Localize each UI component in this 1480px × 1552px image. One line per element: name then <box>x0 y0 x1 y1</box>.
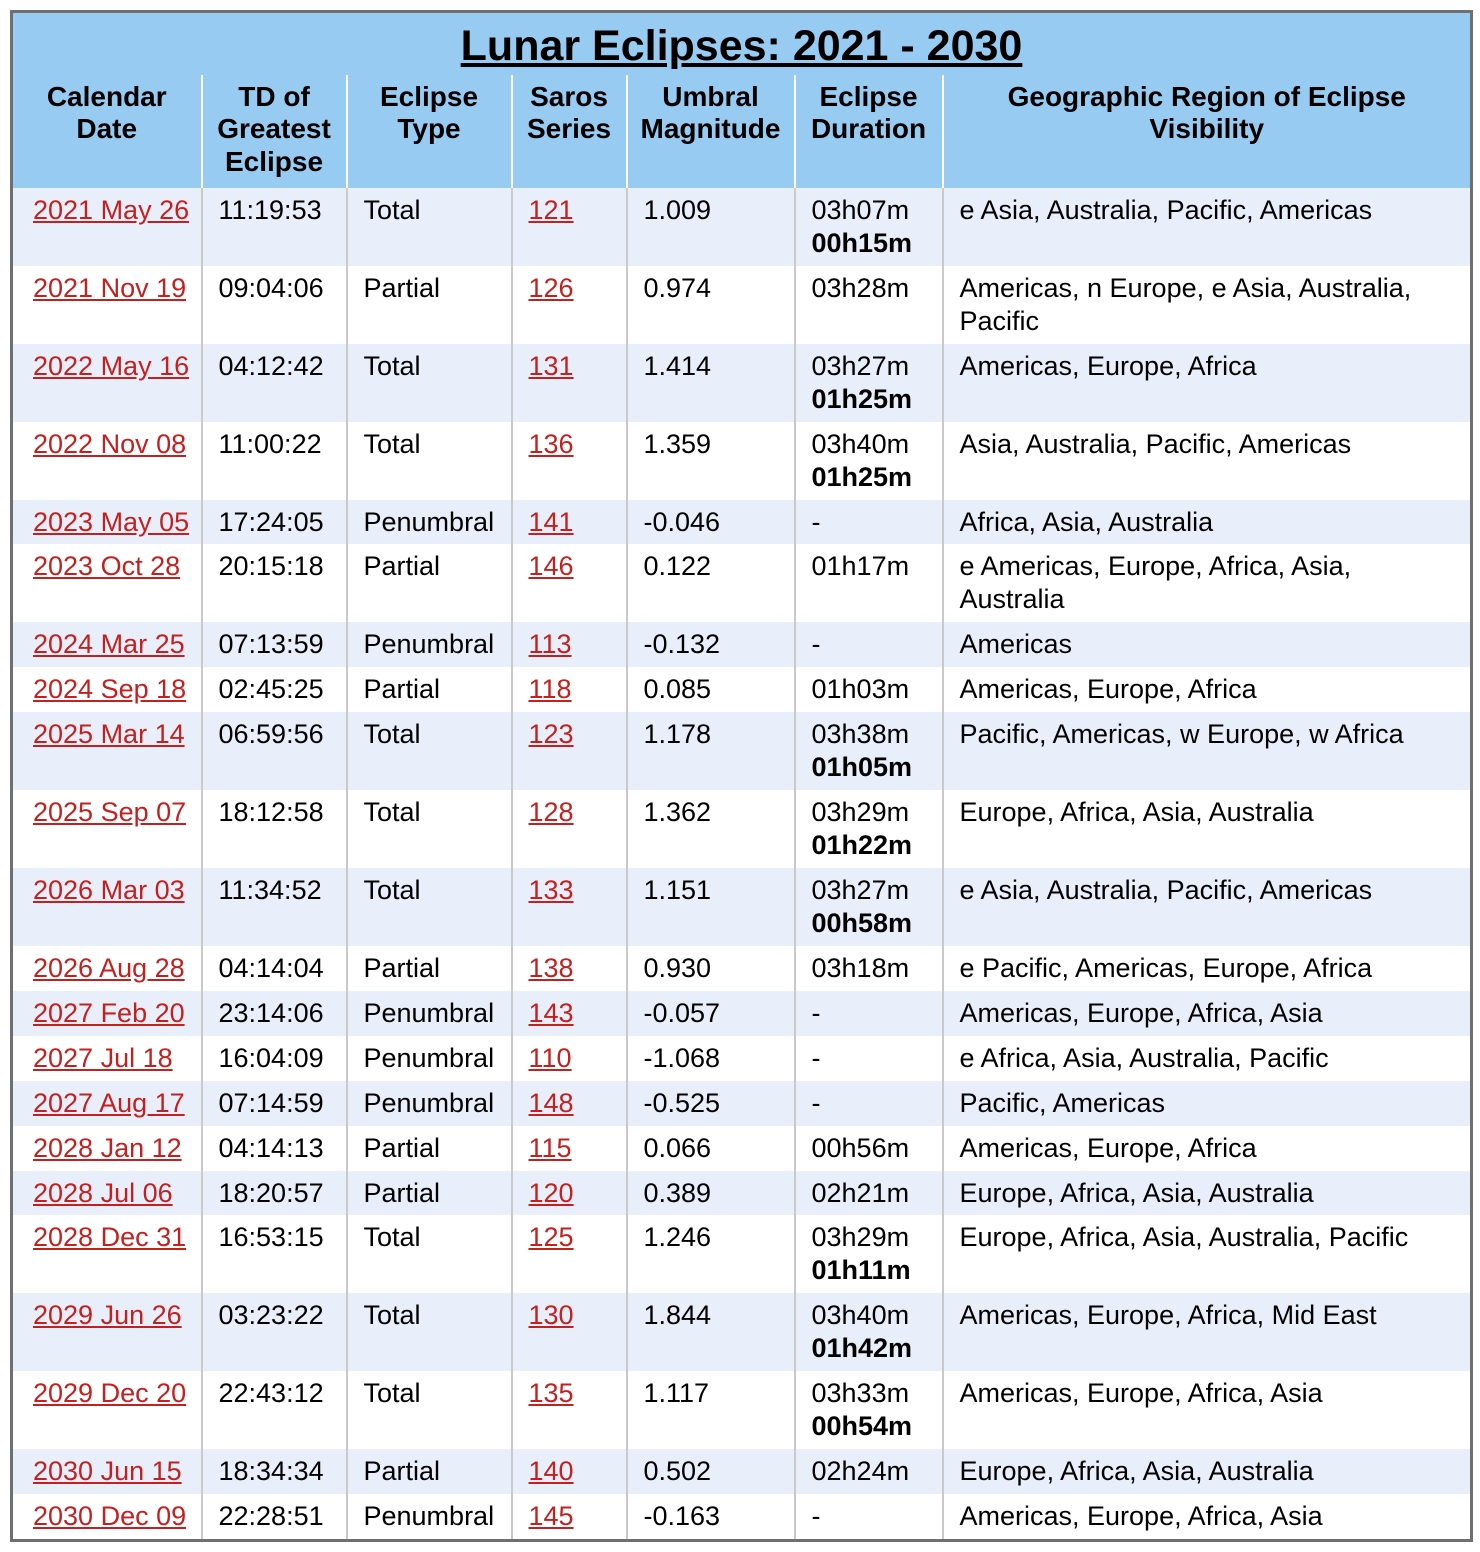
column-header-umbral-magnitude: Umbral Magnitude <box>627 75 795 188</box>
column-header-row <box>12 75 1472 188</box>
penumbral-partial-duration: 00h56m <box>811 1132 910 1163</box>
date-link[interactable]: 2027 Jul 18 <box>33 1042 173 1073</box>
date-link[interactable]: 2023 May 05 <box>33 506 190 537</box>
eclipse-type-cell: Total <box>347 712 512 790</box>
umbral-magnitude-cell: -1.068 <box>627 1036 795 1081</box>
total-phase-duration: 00h58m <box>811 907 913 938</box>
penumbral-partial-duration: 02h24m <box>811 1456 910 1487</box>
eclipse-duration-cell <box>795 991 943 1036</box>
date-link[interactable]: 2021 May 26 <box>33 195 190 225</box>
table-row <box>12 1036 1472 1081</box>
penumbral-partial-duration: - <box>811 997 821 1028</box>
umbral-magnitude-cell: 1.414 <box>627 344 795 422</box>
visibility-region-cell: Americas, Europe, Africa <box>943 344 1472 422</box>
table-row <box>12 991 1472 1036</box>
date-link[interactable]: 2023 Oct 28 <box>33 551 181 582</box>
penumbral-partial-duration: - <box>811 1087 821 1118</box>
penumbral-partial-duration: 02h21m <box>811 1177 910 1208</box>
saros-link[interactable]: 130 <box>528 1300 574 1331</box>
saros-series-cell <box>512 1171 627 1216</box>
saros-link[interactable]: 135 <box>528 1378 574 1409</box>
date-link[interactable]: 2021 Nov 19 <box>33 272 187 303</box>
visibility-region-cell: e Asia, Australia, Pacific, Americas <box>943 868 1472 946</box>
eclipse-type-cell: Total <box>347 344 512 422</box>
calendar-date-cell <box>12 1171 202 1216</box>
eclipse-duration-cell <box>795 422 943 500</box>
greatest-eclipse-time-cell: 22:28:51 <box>202 1494 347 1540</box>
umbral-magnitude-cell: 0.066 <box>627 1126 795 1171</box>
date-link[interactable]: 2028 Dec 31 <box>33 1222 187 1253</box>
eclipse-duration-cell <box>795 1126 943 1171</box>
penumbral-partial-duration: - <box>811 1042 821 1073</box>
eclipse-duration-cell <box>795 266 943 344</box>
calendar-date-cell <box>12 344 202 422</box>
visibility-region-cell: Americas, Europe, Africa <box>943 667 1472 712</box>
umbral-magnitude-cell: -0.163 <box>627 1494 795 1540</box>
table-row <box>12 1126 1472 1171</box>
table-row <box>12 1171 1472 1216</box>
umbral-magnitude-cell: 1.178 <box>627 712 795 790</box>
eclipse-duration-cell <box>795 1036 943 1081</box>
date-link[interactable]: 2029 Dec 20 <box>33 1378 187 1409</box>
greatest-eclipse-time-cell: 18:20:57 <box>202 1171 347 1216</box>
visibility-region-cell: Asia, Australia, Pacific, Americas <box>943 422 1472 500</box>
eclipse-type-cell: Partial <box>347 1126 512 1171</box>
eclipse-type-cell: Total <box>347 1371 512 1449</box>
saros-series-cell <box>512 712 627 790</box>
eclipse-duration-cell <box>795 622 943 667</box>
calendar-date-cell <box>12 1036 202 1081</box>
eclipse-duration-cell <box>795 1293 943 1371</box>
visibility-region-cell: Americas, Europe, Africa, Mid East <box>943 1293 1472 1371</box>
eclipse-type-cell: Penumbral <box>347 622 512 667</box>
calendar-date-cell <box>12 544 202 622</box>
penumbral-partial-duration: 03h38m <box>811 719 910 750</box>
table-row <box>12 1449 1472 1494</box>
saros-link[interactable]: 110 <box>528 1042 572 1073</box>
saros-link[interactable]: 131 <box>528 350 574 381</box>
penumbral-partial-duration: 03h27m <box>811 874 910 905</box>
visibility-region-cell: e Africa, Asia, Australia, Pacific <box>943 1036 1472 1081</box>
date-link[interactable]: 2030 Dec 09 <box>33 1501 187 1531</box>
eclipse-duration-cell <box>795 1171 943 1216</box>
umbral-magnitude-cell: -0.057 <box>627 991 795 1036</box>
eclipse-type-cell: Penumbral <box>347 991 512 1036</box>
greatest-eclipse-time-cell: 18:12:58 <box>202 790 347 868</box>
visibility-region-cell: Americas, Europe, Africa, Asia <box>943 1494 1472 1540</box>
umbral-magnitude-cell: -0.525 <box>627 1081 795 1126</box>
eclipse-duration-cell <box>795 946 943 991</box>
umbral-magnitude-cell: 1.362 <box>627 790 795 868</box>
greatest-eclipse-time-cell: 17:24:05 <box>202 500 347 545</box>
greatest-eclipse-time-cell: 23:14:06 <box>202 991 347 1036</box>
date-link[interactable]: 2028 Jan 12 <box>33 1132 182 1163</box>
saros-link[interactable]: 148 <box>528 1087 574 1118</box>
saros-link[interactable]: 128 <box>528 797 574 828</box>
total-phase-duration: 01h11m <box>811 1255 911 1286</box>
saros-series-cell <box>512 422 627 500</box>
penumbral-partial-duration: 01h17m <box>811 551 910 582</box>
eclipse-type-cell: Penumbral <box>347 1494 512 1540</box>
eclipse-duration-cell <box>795 344 943 422</box>
eclipse-type-cell: Penumbral <box>347 500 512 545</box>
saros-series-cell <box>512 868 627 946</box>
calendar-date-cell <box>12 667 202 712</box>
saros-link[interactable]: 140 <box>528 1456 574 1487</box>
eclipse-type-cell: Total <box>347 790 512 868</box>
visibility-region-cell: Pacific, Americas <box>943 1081 1472 1126</box>
calendar-date-cell <box>12 1449 202 1494</box>
visibility-region-cell: Europe, Africa, Asia, Australia <box>943 1449 1472 1494</box>
greatest-eclipse-time-cell: 04:14:04 <box>202 946 347 991</box>
visibility-region-cell: e Asia, Australia, Pacific, Americas <box>943 188 1472 266</box>
greatest-eclipse-time-cell: 02:45:25 <box>202 667 347 712</box>
calendar-date-cell <box>12 991 202 1036</box>
eclipse-duration-cell <box>795 1215 943 1293</box>
umbral-magnitude-cell: -0.132 <box>627 622 795 667</box>
visibility-region-cell: Americas, Europe, Africa <box>943 1126 1472 1171</box>
saros-link[interactable]: 141 <box>528 506 574 537</box>
saros-link[interactable]: 146 <box>528 551 574 582</box>
eclipse-duration-cell <box>795 790 943 868</box>
saros-series-cell <box>512 188 627 266</box>
table-row <box>12 500 1472 545</box>
column-header-saros-series: Saros Series <box>512 75 627 188</box>
umbral-magnitude-cell: 1.009 <box>627 188 795 266</box>
calendar-date-cell <box>12 622 202 667</box>
calendar-date-cell <box>12 868 202 946</box>
penumbral-partial-duration: 03h27m <box>811 350 910 381</box>
eclipse-type-cell: Partial <box>347 544 512 622</box>
saros-series-cell <box>512 667 627 712</box>
total-phase-duration: 01h25m <box>811 461 913 492</box>
greatest-eclipse-time-cell: 04:14:13 <box>202 1126 347 1171</box>
date-link[interactable]: 2026 Mar 03 <box>33 874 185 905</box>
column-header-eclipse-type: Eclipse Type <box>347 75 512 188</box>
column-header-calendar-date: Calendar Date <box>12 75 202 188</box>
penumbral-partial-duration: 03h40m <box>811 428 910 459</box>
umbral-magnitude-cell: 0.974 <box>627 266 795 344</box>
visibility-region-cell: Europe, Africa, Asia, Australia, Pacific <box>943 1215 1472 1293</box>
saros-link[interactable]: 120 <box>528 1177 574 1208</box>
table-row <box>12 667 1472 712</box>
saros-link[interactable]: 145 <box>528 1501 574 1531</box>
penumbral-partial-duration: - <box>811 1501 821 1531</box>
greatest-eclipse-time-cell: 11:00:22 <box>202 422 347 500</box>
saros-series-cell <box>512 1036 627 1081</box>
saros-series-cell <box>512 1293 627 1371</box>
table-row <box>12 544 1472 622</box>
visibility-region-cell: Pacific, Americas, w Europe, w Africa <box>943 712 1472 790</box>
saros-link[interactable]: 143 <box>528 997 574 1028</box>
calendar-date-cell <box>12 946 202 991</box>
greatest-eclipse-time-cell: 22:43:12 <box>202 1371 347 1449</box>
date-link[interactable]: 2025 Sep 07 <box>33 797 187 828</box>
date-link[interactable]: 2030 Jun 15 <box>33 1456 182 1487</box>
umbral-magnitude-cell: 1.359 <box>627 422 795 500</box>
greatest-eclipse-time-cell: 04:12:42 <box>202 344 347 422</box>
saros-series-cell <box>512 622 627 667</box>
calendar-date-cell <box>12 1215 202 1293</box>
greatest-eclipse-time-cell: 18:34:34 <box>202 1449 347 1494</box>
calendar-date-cell <box>12 1293 202 1371</box>
eclipse-table <box>10 10 1473 1542</box>
table-row <box>12 712 1472 790</box>
penumbral-partial-duration: 03h29m <box>811 1222 910 1253</box>
penumbral-partial-duration: 03h29m <box>811 797 910 828</box>
saros-link[interactable]: 126 <box>528 272 574 303</box>
saros-series-cell <box>512 946 627 991</box>
table-row <box>12 344 1472 422</box>
visibility-region-cell: Africa, Asia, Australia <box>943 500 1472 545</box>
table-row <box>12 946 1472 991</box>
greatest-eclipse-time-cell: 07:14:59 <box>202 1081 347 1126</box>
eclipse-duration-cell <box>795 1449 943 1494</box>
eclipse-duration-cell <box>795 544 943 622</box>
saros-link[interactable]: 115 <box>528 1132 572 1163</box>
saros-series-cell <box>512 1081 627 1126</box>
greatest-eclipse-time-cell: 16:04:09 <box>202 1036 347 1081</box>
eclipse-type-cell: Total <box>347 1293 512 1371</box>
calendar-date-cell <box>12 790 202 868</box>
visibility-region-cell: Europe, Africa, Asia, Australia <box>943 1171 1472 1216</box>
greatest-eclipse-time-cell: 16:53:15 <box>202 1215 347 1293</box>
eclipse-type-cell: Total <box>347 1215 512 1293</box>
saros-link[interactable]: 136 <box>528 428 574 459</box>
umbral-magnitude-cell: 0.930 <box>627 946 795 991</box>
saros-series-cell <box>512 500 627 545</box>
umbral-magnitude-cell: 0.502 <box>627 1449 795 1494</box>
total-phase-duration: 01h05m <box>811 752 913 783</box>
column-header-eclipse-duration: Eclipse Duration <box>795 75 943 188</box>
eclipse-duration-cell <box>795 868 943 946</box>
table-row <box>12 622 1472 667</box>
eclipse-type-cell: Total <box>347 868 512 946</box>
saros-series-cell <box>512 1449 627 1494</box>
eclipse-type-cell: Total <box>347 188 512 266</box>
umbral-magnitude-cell: -0.046 <box>627 500 795 545</box>
umbral-magnitude-cell: 1.151 <box>627 868 795 946</box>
total-phase-duration: 01h25m <box>811 383 913 414</box>
umbral-magnitude-cell: 1.844 <box>627 1293 795 1371</box>
date-link[interactable]: 2024 Sep 18 <box>33 674 187 705</box>
penumbral-partial-duration: - <box>811 629 821 660</box>
umbral-magnitude-cell: 0.085 <box>627 667 795 712</box>
penumbral-partial-duration: 03h33m <box>811 1378 910 1409</box>
eclipse-duration-cell <box>795 1494 943 1540</box>
greatest-eclipse-time-cell: 11:19:53 <box>202 188 347 266</box>
penumbral-partial-duration: 03h07m <box>811 195 910 225</box>
total-phase-duration: 00h15m <box>811 227 913 258</box>
saros-link[interactable]: 113 <box>528 629 572 660</box>
visibility-region-cell: Americas, n Europe, e Asia, Australia, Pacific <box>943 266 1472 344</box>
date-link[interactable]: 2025 Mar 14 <box>33 719 185 750</box>
eclipse-duration-cell <box>795 667 943 712</box>
penumbral-partial-duration: 03h40m <box>811 1300 910 1331</box>
saros-series-cell <box>512 266 627 344</box>
visibility-region-cell: e Americas, Europe, Africa, Asia, Australia <box>943 544 1472 622</box>
saros-series-cell <box>512 544 627 622</box>
saros-series-cell <box>512 344 627 422</box>
table-row <box>12 1371 1472 1449</box>
eclipse-type-cell: Penumbral <box>347 1081 512 1126</box>
table-row <box>12 868 1472 946</box>
greatest-eclipse-time-cell: 09:04:06 <box>202 266 347 344</box>
calendar-date-cell <box>12 188 202 266</box>
visibility-region-cell: e Pacific, Americas, Europe, Africa <box>943 946 1472 991</box>
date-link[interactable]: 2022 May 16 <box>33 350 190 381</box>
saros-link[interactable]: 133 <box>528 874 574 905</box>
column-header-td-greatest-eclipse: TD of Greatest Eclipse <box>202 75 347 188</box>
page-title <box>12 12 1472 75</box>
umbral-magnitude-cell: 0.389 <box>627 1171 795 1216</box>
eclipse-type-cell: Penumbral <box>347 1036 512 1081</box>
umbral-magnitude-cell: 0.122 <box>627 544 795 622</box>
calendar-date-cell <box>12 1081 202 1126</box>
date-link[interactable]: 2022 Nov 08 <box>33 428 187 459</box>
visibility-region-cell: Americas, Europe, Africa, Asia <box>943 991 1472 1036</box>
date-link[interactable]: 2028 Jul 06 <box>33 1177 173 1208</box>
penumbral-partial-duration: 01h03m <box>811 674 910 705</box>
visibility-region-cell: Americas <box>943 622 1472 667</box>
eclipse-type-cell: Total <box>347 422 512 500</box>
saros-series-cell <box>512 991 627 1036</box>
saros-link[interactable]: 138 <box>528 952 574 983</box>
saros-link[interactable]: 121 <box>528 195 574 225</box>
eclipse-duration-cell <box>795 1371 943 1449</box>
greatest-eclipse-time-cell: 03:23:22 <box>202 1293 347 1371</box>
table-row <box>12 790 1472 868</box>
total-phase-duration: 00h54m <box>811 1411 913 1442</box>
date-link[interactable]: 2027 Aug 17 <box>33 1087 185 1118</box>
date-link[interactable]: 2029 Jun 26 <box>33 1300 182 1331</box>
table-row <box>12 1215 1472 1293</box>
table-row <box>12 1081 1472 1126</box>
umbral-magnitude-cell: 1.246 <box>627 1215 795 1293</box>
total-phase-duration: 01h42m <box>811 1333 913 1364</box>
eclipse-type-cell: Partial <box>347 667 512 712</box>
visibility-region-cell: Europe, Africa, Asia, Australia <box>943 790 1472 868</box>
date-link[interactable]: 2024 Mar 25 <box>33 629 185 660</box>
calendar-date-cell <box>12 1371 202 1449</box>
eclipse-type-cell: Partial <box>347 266 512 344</box>
greatest-eclipse-time-cell: 07:13:59 <box>202 622 347 667</box>
saros-series-cell <box>512 1215 627 1293</box>
calendar-date-cell <box>12 1126 202 1171</box>
table-row <box>12 1494 1472 1540</box>
eclipse-type-cell: Partial <box>347 946 512 991</box>
eclipse-duration-cell <box>795 712 943 790</box>
eclipse-duration-cell <box>795 500 943 545</box>
saros-link[interactable]: 125 <box>528 1222 574 1253</box>
visibility-region-cell: Americas, Europe, Africa, Asia <box>943 1371 1472 1449</box>
calendar-date-cell <box>12 712 202 790</box>
penumbral-partial-duration: 03h18m <box>811 952 910 983</box>
eclipse-duration-cell <box>795 1081 943 1126</box>
table-row <box>12 422 1472 500</box>
saros-series-cell <box>512 790 627 868</box>
page-title-text: Lunar Eclipses: 2021 - 2030 <box>460 22 1023 70</box>
calendar-date-cell <box>12 266 202 344</box>
calendar-date-cell <box>12 422 202 500</box>
penumbral-partial-duration: 03h28m <box>811 272 910 303</box>
saros-series-cell <box>512 1494 627 1540</box>
eclipse-type-cell: Partial <box>347 1171 512 1216</box>
column-header-visibility-region: Geographic Region of Eclipse Visibility <box>943 75 1472 188</box>
umbral-magnitude-cell: 1.117 <box>627 1371 795 1449</box>
greatest-eclipse-time-cell: 11:34:52 <box>202 868 347 946</box>
table-row <box>12 1293 1472 1371</box>
table-row <box>12 266 1472 344</box>
greatest-eclipse-time-cell: 06:59:56 <box>202 712 347 790</box>
eclipse-table-body <box>12 188 1472 1540</box>
table-row <box>12 188 1472 266</box>
eclipse-duration-cell <box>795 188 943 266</box>
calendar-date-cell <box>12 1494 202 1540</box>
greatest-eclipse-time-cell: 20:15:18 <box>202 544 347 622</box>
saros-link[interactable]: 123 <box>528 719 574 750</box>
date-link[interactable]: 2027 Feb 20 <box>33 997 185 1028</box>
saros-series-cell <box>512 1371 627 1449</box>
saros-series-cell <box>512 1126 627 1171</box>
penumbral-partial-duration: - <box>811 506 821 537</box>
saros-link[interactable]: 118 <box>528 674 572 705</box>
date-link[interactable]: 2026 Aug 28 <box>33 952 185 983</box>
table-header <box>12 12 1472 189</box>
title-row <box>12 12 1472 75</box>
total-phase-duration: 01h22m <box>811 830 913 860</box>
eclipse-type-cell: Partial <box>347 1449 512 1494</box>
calendar-date-cell <box>12 500 202 545</box>
